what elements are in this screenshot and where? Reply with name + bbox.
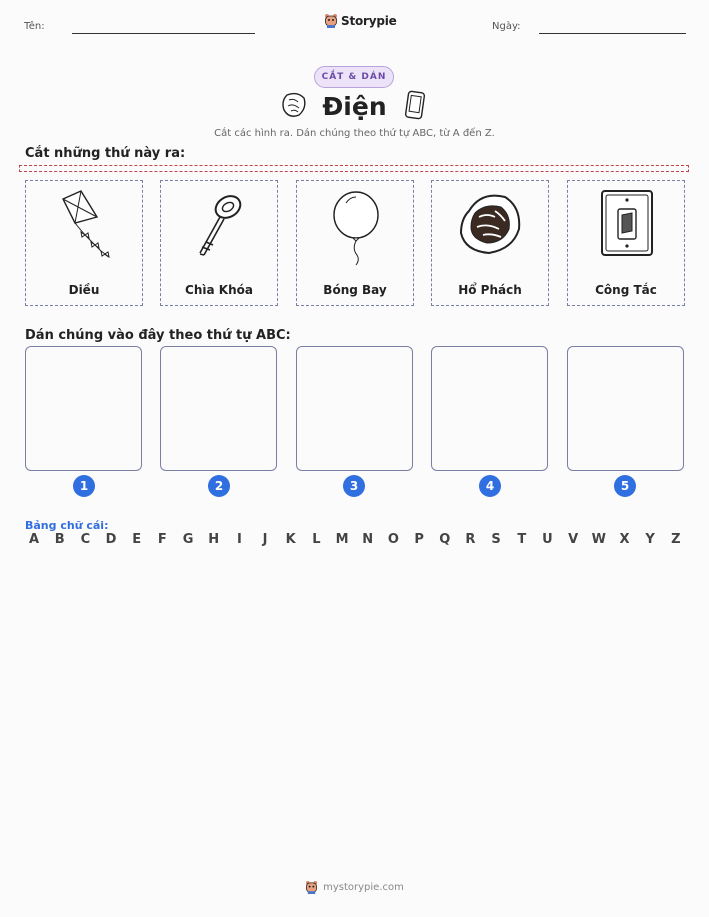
alphabet-letter: Y: [645, 532, 655, 547]
cut-card-kite[interactable]: [25, 180, 143, 306]
alphabet-letter: L: [312, 532, 321, 547]
paste-number-1: 1: [73, 475, 95, 497]
alphabet-letter: N: [362, 532, 374, 547]
alphabet-letter: A: [28, 532, 40, 547]
alphabet-row: [25, 532, 685, 547]
alphabet-letter: K: [285, 532, 296, 547]
paste-number-2: 2: [208, 475, 230, 497]
card-label-switch: Công Tắc: [595, 283, 657, 297]
logo-text: Storypie: [341, 14, 397, 28]
balloon-icon: [316, 187, 396, 267]
name-label: Tên:: [24, 21, 45, 32]
paste-box-4[interactable]: [431, 346, 548, 471]
card-label-balloon: Bóng Bay: [323, 283, 387, 297]
alphabet-letter: F: [157, 532, 167, 547]
alphabet-letter: S: [491, 532, 501, 547]
alphabet-letter: T: [517, 532, 527, 547]
date-label: Ngày:: [492, 21, 521, 32]
card-label-key: Chìa Khóa: [185, 283, 253, 297]
footer-url[interactable]: mystorypie.com: [323, 882, 404, 893]
storypie-mascot-icon: [305, 880, 318, 895]
storypie-mascot-icon: [324, 13, 338, 29]
amber-icon: [451, 187, 531, 267]
alphabet-letter: V: [568, 532, 579, 547]
alphabet-letter: M: [335, 532, 349, 547]
light-switch-icon: [587, 187, 667, 267]
key-icon: [180, 187, 260, 267]
cut-card-key[interactable]: [160, 180, 278, 306]
date-line[interactable]: [539, 33, 686, 34]
paste-box-5[interactable]: [567, 346, 684, 471]
alphabet-letter: C: [80, 532, 91, 547]
name-line[interactable]: [72, 33, 255, 34]
card-label-amber: Hổ Phách: [458, 283, 522, 297]
paste-number-4: 4: [479, 475, 501, 497]
paste-section-title: Dán chúng vào đây theo thứ tự ABC:: [25, 328, 291, 343]
alphabet-letter: D: [105, 532, 117, 547]
paste-number-5: 5: [614, 475, 636, 497]
cut-card-balloon[interactable]: [296, 180, 414, 306]
alphabet-letter: E: [132, 532, 142, 547]
paste-box-1[interactable]: [25, 346, 142, 471]
activity-badge: CẮT & DÁN: [314, 66, 394, 88]
cut-line: [19, 165, 689, 172]
cut-card-amber[interactable]: [431, 180, 549, 306]
cut-section-title: Cắt những thứ này ra:: [25, 146, 186, 161]
paste-number-3: 3: [343, 475, 365, 497]
storypie-logo: [324, 13, 397, 29]
paste-box-2[interactable]: [160, 346, 277, 471]
alphabet-letter: G: [182, 532, 194, 547]
alphabet-letter: H: [208, 532, 220, 547]
alphabet-letter: X: [619, 532, 630, 547]
alphabet-letter: R: [465, 532, 476, 547]
alphabet-letter: B: [54, 532, 65, 547]
alphabet-letter: I: [236, 532, 242, 547]
alphabet-letter: Z: [671, 532, 681, 547]
alphabet-letter: O: [387, 532, 399, 547]
cut-card-switch[interactable]: [567, 180, 685, 306]
kite-icon: [45, 187, 125, 267]
phone-icon: [402, 90, 428, 120]
page-title: Điện: [322, 92, 387, 121]
alphabet-letter: W: [591, 532, 606, 547]
paste-box-3[interactable]: [296, 346, 413, 471]
instructions: Cắt các hình ra. Dán chúng theo thứ tự ABC, từ A đến Z.: [214, 128, 495, 139]
alphabet-letter: Q: [439, 532, 451, 547]
alphabet-letter: U: [542, 532, 553, 547]
alphabet-letter: P: [414, 532, 424, 547]
alphabet-letter: J: [262, 532, 268, 547]
alphabet-title: Bảng chữ cái:: [25, 519, 109, 532]
footer: [0, 880, 709, 895]
card-label-kite: Diều: [68, 283, 100, 297]
